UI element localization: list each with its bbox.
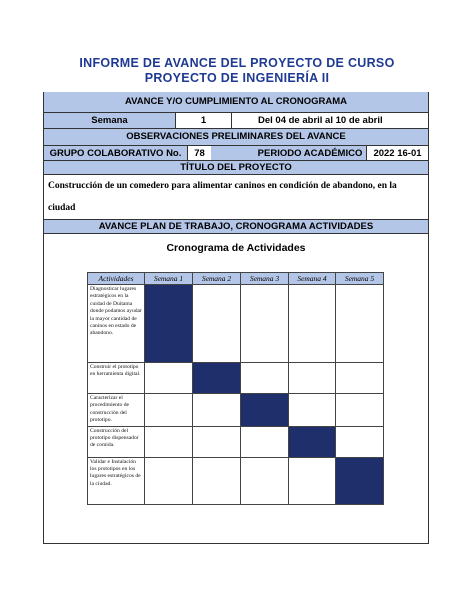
gantt-row [88,394,384,427]
header-semana-1: Semana 1 [145,273,193,285]
gantt-row [88,457,384,504]
plan-header: AVANCE PLAN DE TRABAJO, CRONOGRAMA ACTIVIDADES [43,219,429,234]
header-semana-5: Semana 5 [336,273,384,285]
titulo-line-1: Construcción de un comedero para alimentar caninos en condición de abandono, en la ciudad [48,181,397,213]
gantt-row [88,285,384,363]
gantt-header-row [88,273,384,285]
gantt-row [88,426,384,457]
semana-label: Semana [44,113,175,128]
gantt-cell-empty [241,363,289,394]
gantt-cell-empty [289,363,336,394]
report-title: INFORME DE AVANCE DEL PROYECTO DE CURSO [79,56,395,70]
observaciones-header: OBSERVACIONES PRELIMINARES DEL AVANCE [43,128,429,145]
gantt-cell-empty [241,426,289,457]
header-semana-3: Semana 3 [241,273,289,285]
gantt-cell-empty [336,426,384,457]
activity-cell: Validar e Instalación los prototipos en los lugares estratégicos de la ciudad. [88,457,145,504]
header-actividades: Actividades [88,273,145,285]
semana-value: 1 [175,113,231,128]
gantt-cell-empty [289,457,336,504]
activity-cell: Caracterizar el procedimiento de construcción del prototipo. [88,394,145,427]
grupo-row [43,145,429,160]
gantt-bar-semana-1 [145,285,193,363]
gantt-cell-empty [241,285,289,363]
section-avance-header: AVANCE Y/O CUMPLIMIENTO AL CRONOGRAMA [43,92,429,112]
gantt-cell-empty [289,285,336,363]
header-semana-4: Semana 4 [289,273,336,285]
periodo-label: PERIODO ACADÉMICO [211,146,409,160]
gantt-body [88,285,384,505]
gantt-cell-empty [289,394,336,427]
activity-cell: Construir el prototipo en herramienta digital. [88,363,145,394]
gantt-row [88,363,384,394]
gantt-cell-empty [241,457,289,504]
gantt-cell-empty [193,426,241,457]
gantt-cell-empty [145,394,193,427]
header-semana-2: Semana 2 [193,273,241,285]
gantt-cell-empty [336,394,384,427]
gantt-bar-semana-2 [193,363,241,394]
gantt-cell-empty [193,285,241,363]
gantt-cell-empty [145,426,193,457]
semana-range: Del 04 de abril al 10 de abril [231,113,428,128]
gantt-cell-empty [193,394,241,427]
titulo-header: TÍTULO DEL PROYECTO [43,160,429,174]
periodo-value: 2022 16-01 [366,146,428,160]
gantt-bar-semana-4 [289,426,336,457]
gantt-bar-semana-3 [241,394,289,427]
gantt-cell-empty [336,363,384,394]
gantt-cell-empty [145,457,193,504]
grupo-label: GRUPO COLABORATIVO No. [44,146,187,160]
gantt-cell-empty [193,457,241,504]
chart-title: Cronograma de Actividades [166,242,306,254]
gantt-cell-empty [336,285,384,363]
activity-cell: Diagnosticar lugares estratégicos en la cuidad de Duitama donde podamos ayudar la mayor cantidad de caninos en estado de abandono. [88,285,145,363]
titulo-description [43,174,429,219]
gantt-bar-semana-5 [336,457,384,504]
grupo-value: 78 [187,146,211,160]
gantt-table [87,272,384,505]
semana-row [43,112,429,128]
report-subtitle: PROYECTO DE INGENIERÍA II [144,71,330,85]
gantt-cell-empty [145,363,193,394]
activity-cell: Construcción del prototipo dispensador de comida. [88,426,145,457]
